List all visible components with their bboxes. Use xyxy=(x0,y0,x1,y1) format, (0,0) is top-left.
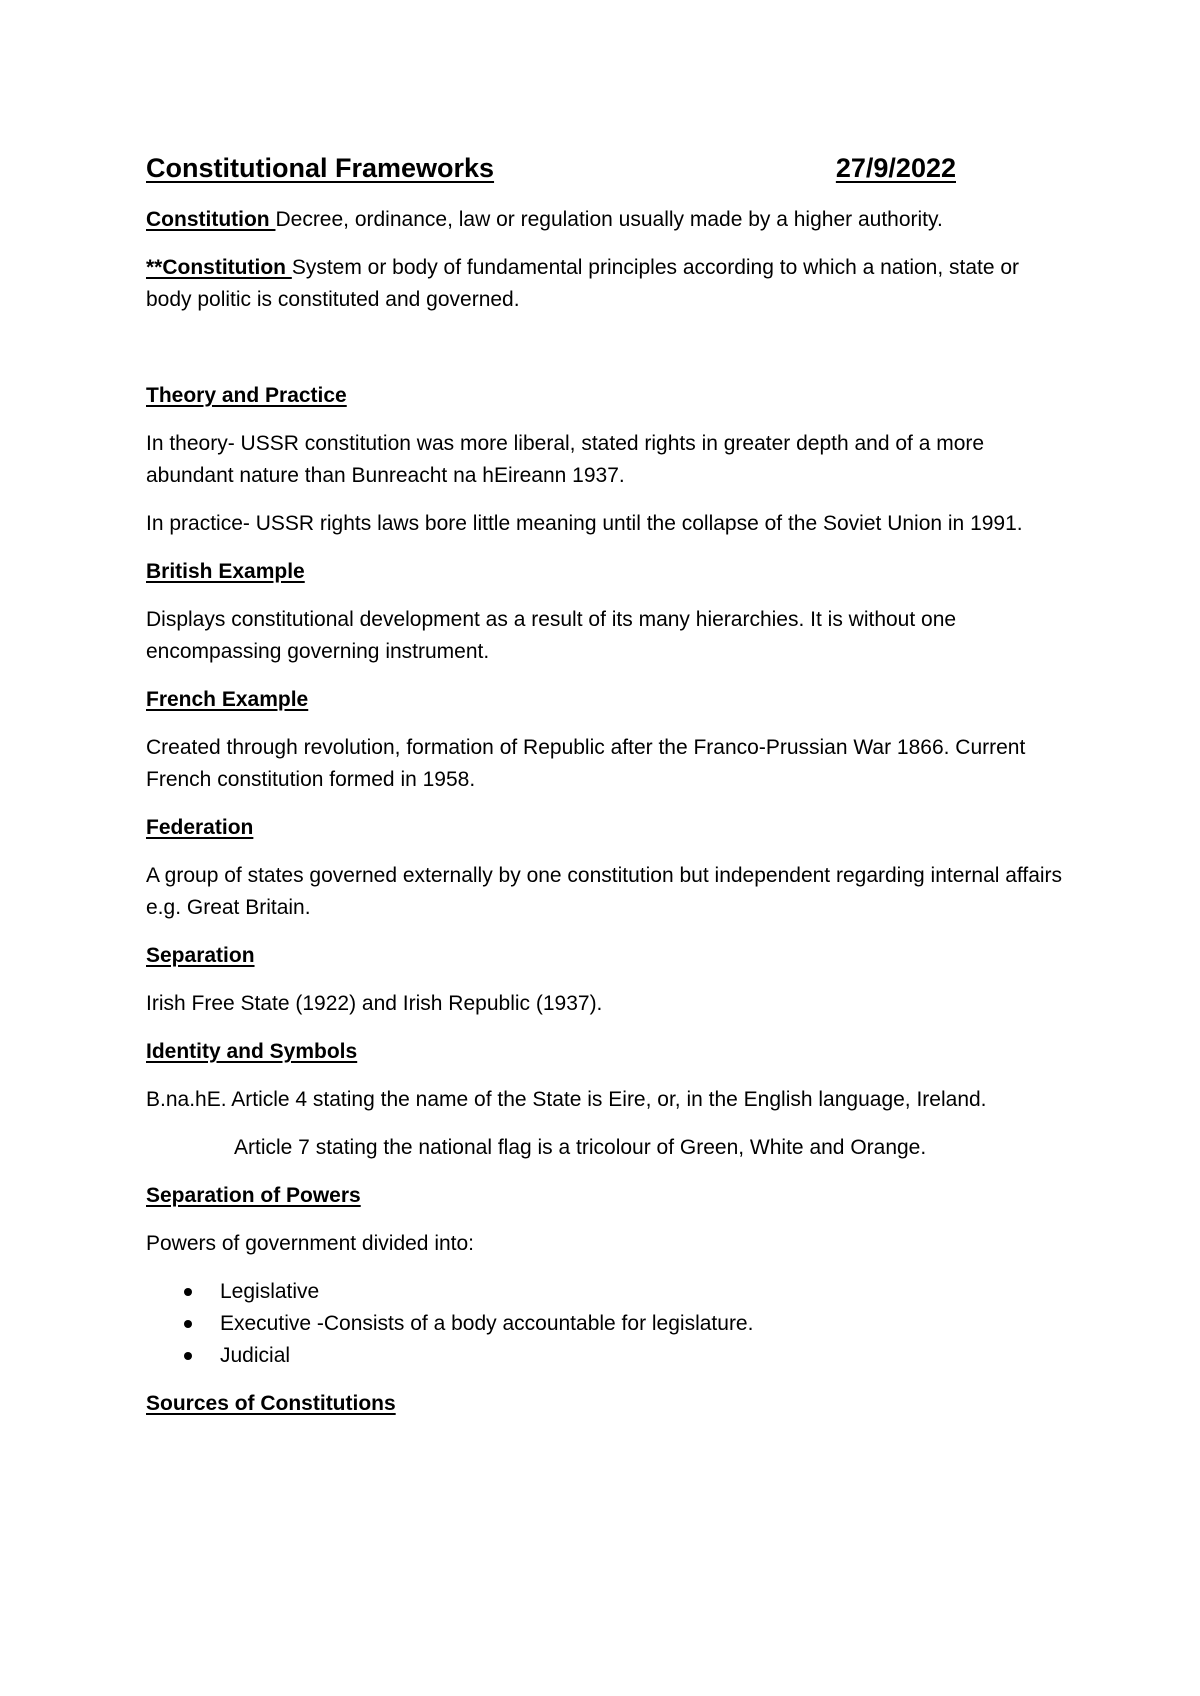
paragraph-powers-intro: Powers of government divided into: xyxy=(146,1232,475,1255)
document-header xyxy=(146,148,956,188)
list-item-text: Judicial xyxy=(220,1344,291,1367)
heading-theory-and-practice: Theory and Practice xyxy=(146,384,347,407)
heading-separation-of-powers: Separation of Powers xyxy=(146,1184,361,1207)
definition-term: **Constitution xyxy=(146,256,292,279)
paragraph-british-example: Displays constitutional development as a result of its many hierarchies. It is without one encompassing governing instrument. xyxy=(146,608,957,663)
list-item-text: Executive -Consists of a body accountable for legislature. xyxy=(220,1312,754,1335)
list-item xyxy=(220,1340,1066,1372)
definition-text: System or body of fundamental principles according to which a nation, state or body politic is constituted and governed. xyxy=(146,256,1020,311)
blank-line xyxy=(146,332,1066,380)
bullet-icon xyxy=(184,1320,192,1328)
list-item xyxy=(220,1276,1066,1308)
heading-separation: Separation xyxy=(146,944,255,967)
document-title: Constitutional Frameworks xyxy=(146,153,495,183)
definition-term: Constitution xyxy=(146,208,276,231)
paragraph-article-4: B.na.hE. Article 4 stating the name of the State is Eire, or, in the English language, Ireland. xyxy=(146,1088,987,1111)
document-page xyxy=(146,148,1066,1436)
heading-sources-of-constitutions: Sources of Constitutions xyxy=(146,1392,396,1415)
definition-constitution xyxy=(146,204,1066,236)
paragraph-separation: Irish Free State (1922) and Irish Republic (1937). xyxy=(146,992,603,1015)
heading-british-example: British Example xyxy=(146,560,305,583)
paragraph-in-practice: In practice- USSR rights laws bore little meaning until the collapse of the Soviet Union in 1991. xyxy=(146,512,1023,535)
definition-constitution-fundamental xyxy=(146,252,1066,316)
bullet-icon xyxy=(184,1288,192,1296)
list-item-text: Legislative xyxy=(220,1280,320,1303)
paragraph-in-theory: In theory- USSR constitution was more liberal, stated rights in greater depth and of a more abundant nature than Bunreacht na hEireann 1937. xyxy=(146,432,985,487)
heading-identity-and-symbols: Identity and Symbols xyxy=(146,1040,358,1063)
document-date: 27/9/2022 xyxy=(835,153,956,183)
bullet-icon xyxy=(184,1352,192,1360)
heading-french-example: French Example xyxy=(146,688,309,711)
paragraph-article-7: Article 7 stating the national flag is a tricolour of Green, White and Orange. xyxy=(234,1136,927,1159)
paragraph-french-example: Created through revolution, formation of Republic after the Franco-Prussian War 1866. Current French constitution formed in 1958. xyxy=(146,736,1026,791)
powers-list xyxy=(146,1276,1066,1372)
heading-federation: Federation xyxy=(146,816,254,839)
list-item xyxy=(220,1308,1066,1340)
definition-text: Decree, ordinance, law or regulation usually made by a higher authority. xyxy=(275,208,943,231)
paragraph-federation: A group of states governed externally by one constitution but independent regarding internal affairs e.g. Great Britain. xyxy=(146,864,1063,919)
